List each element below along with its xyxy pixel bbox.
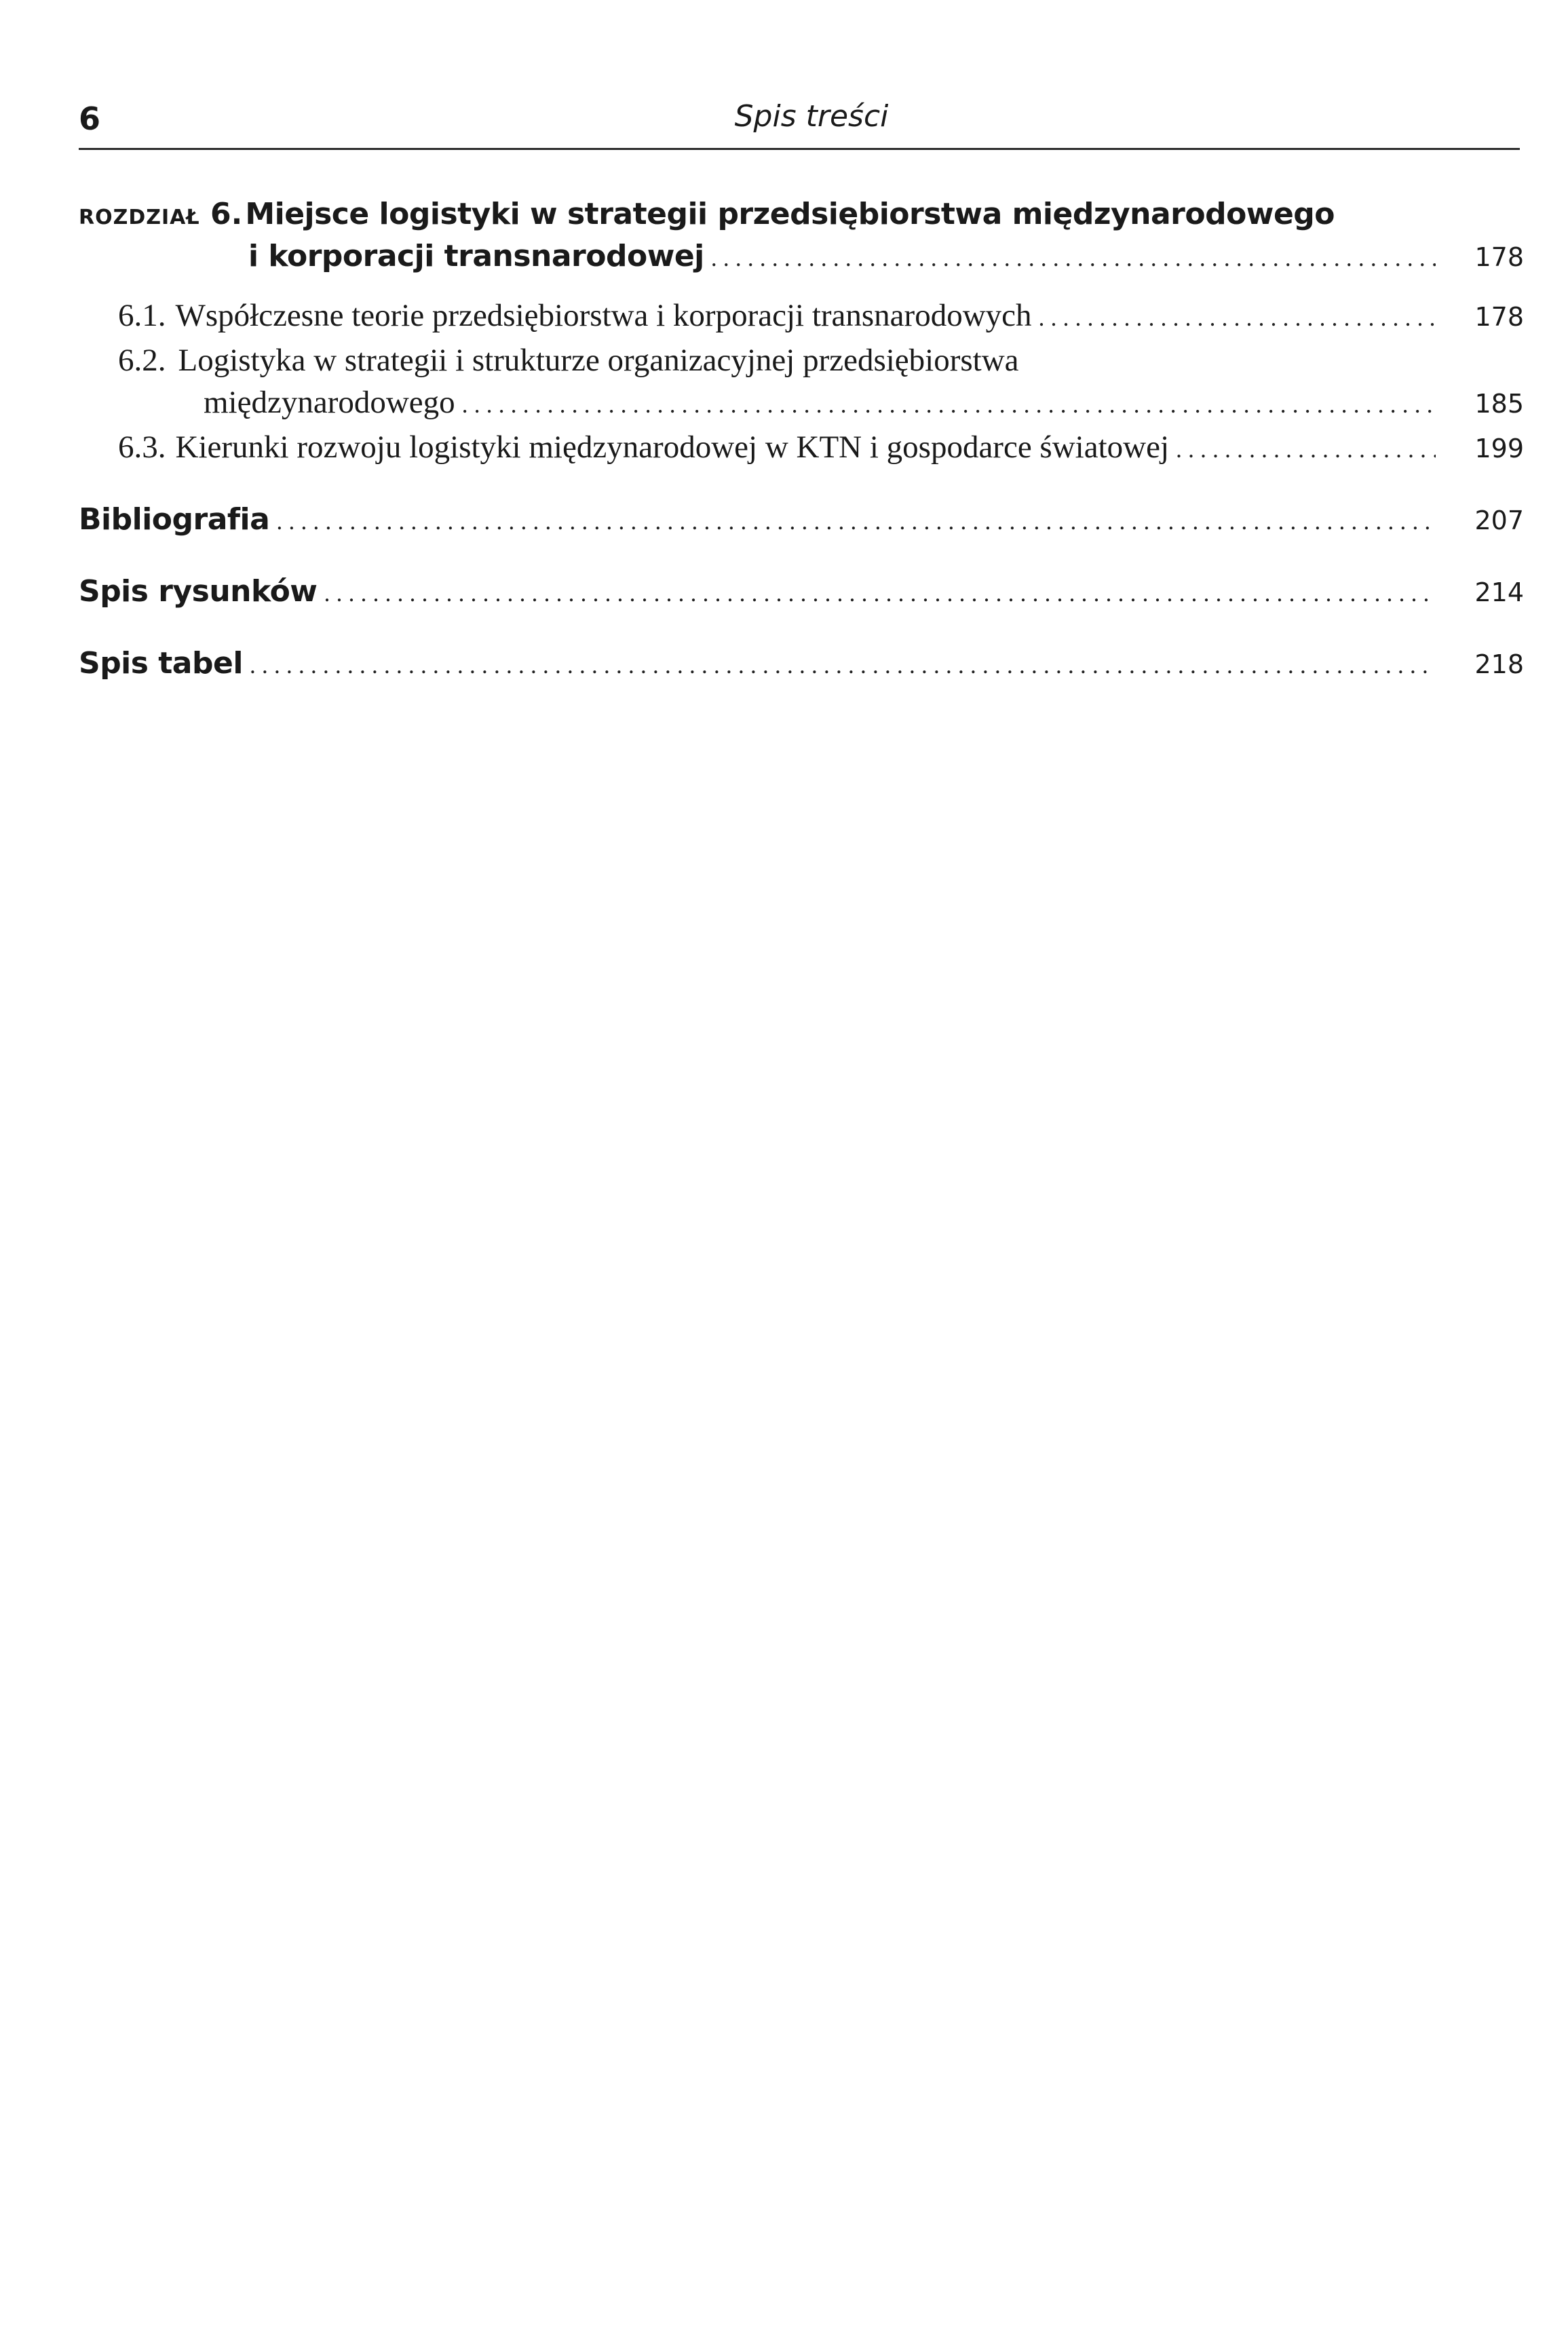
chapter-title-line2: i korporacji transnarodowej <box>248 239 704 273</box>
toc-entry-bibliografia[interactable] <box>79 502 1524 537</box>
toc-page-number: 178 <box>1474 302 1524 332</box>
section-title: Logistyka w strategii i strukturze organizacyjnej przedsiębiorstwa <box>178 343 1019 378</box>
toc-page-number: 207 <box>1474 506 1524 535</box>
backmatter-title: Spis rysunków <box>79 574 318 609</box>
section-number: 6.1. <box>118 298 166 333</box>
chapter-number: 6. <box>210 197 243 231</box>
toc-entry-section-6-1[interactable] <box>118 297 1524 334</box>
toc-entry-section-6-2-line1 <box>118 342 1019 379</box>
toc-entry-chapter-6[interactable] <box>248 239 1524 273</box>
chapter-label-word: ROZDZIAŁ <box>79 206 200 229</box>
section-title-line2: międzynarodowego <box>204 385 455 420</box>
dot-leader <box>276 507 1436 535</box>
running-title: Spis treści <box>734 99 889 134</box>
toc-page-number: 199 <box>1474 434 1524 463</box>
dot-leader <box>250 651 1436 679</box>
dot-leader <box>324 579 1436 607</box>
section-number: 6.3. <box>118 430 166 465</box>
toc-page-number: 178 <box>1474 242 1524 272</box>
dot-leader <box>1039 303 1436 332</box>
dot-leader <box>462 390 1436 419</box>
chapter-heading-line1 <box>79 197 1335 231</box>
dot-leader <box>1176 435 1436 463</box>
toc-page-number: 214 <box>1474 577 1524 607</box>
page-number: 6 <box>79 100 101 137</box>
chapter-label <box>79 197 242 231</box>
backmatter-title: Bibliografia <box>79 502 270 537</box>
section-title: Współczesne teorie przedsiębiorstwa i korporacji transnarodowych <box>175 298 1032 333</box>
toc-page-number: 185 <box>1474 389 1524 419</box>
running-header <box>79 95 1517 149</box>
header-rule <box>79 148 1520 150</box>
chapter-title-line1: Miejsce logistyki w strategii przedsiębiorstwa międzynarodowego <box>245 197 1335 231</box>
toc-page-number: 218 <box>1474 649 1524 679</box>
dot-leader <box>711 244 1436 272</box>
toc-entry-section-6-2[interactable] <box>204 384 1524 421</box>
toc-entry-section-6-3[interactable] <box>118 429 1524 466</box>
backmatter-title: Spis tabel <box>79 646 243 681</box>
toc-entry-spis-rysunkow[interactable] <box>79 574 1524 609</box>
section-number: 6.2. <box>118 343 166 378</box>
toc-entry-spis-tabel[interactable] <box>79 646 1524 681</box>
section-title: Kierunki rozwoju logistyki międzynarodowej w KTN i gospodarce światowej <box>175 430 1170 465</box>
